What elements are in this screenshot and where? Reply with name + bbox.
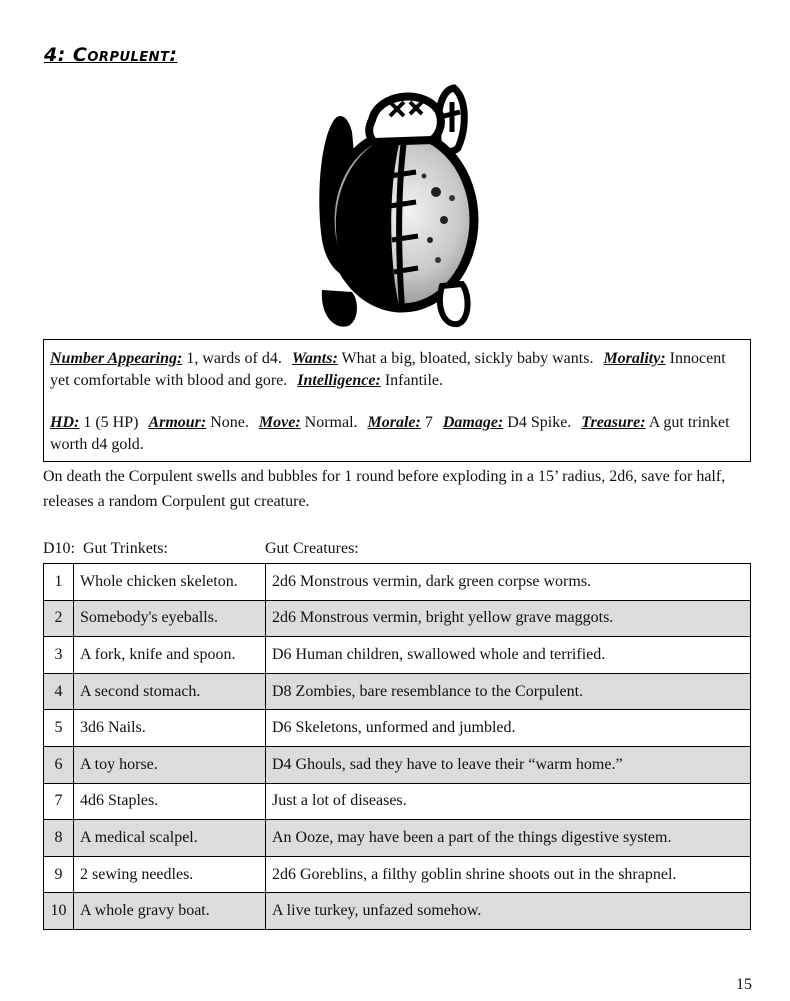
row-number: 7: [44, 783, 74, 820]
table-row: [44, 856, 751, 893]
row-number: 6: [44, 746, 74, 783]
move-label: Move:: [258, 414, 301, 431]
damage-label: Damage:: [442, 414, 504, 431]
row-number: 9: [44, 856, 74, 893]
table-row: [44, 600, 751, 637]
wants-value: What a big, bloated, sickly baby wants.: [341, 350, 594, 367]
morality-value: Innocent yet comfortable with blood and gore.: [50, 350, 726, 389]
page-title: 4: Corpulent:: [44, 44, 178, 66]
trinket-cell: A second stomach.: [74, 673, 266, 710]
creature-cell: 2d6 Monstrous vermin, bright yellow grave maggots.: [266, 600, 751, 637]
creatures-header: Gut Creatures:: [265, 540, 359, 557]
intelligence-label: Intelligence:: [297, 372, 381, 389]
table-row: [44, 746, 751, 783]
table-row: [44, 637, 751, 674]
table-row: [44, 673, 751, 710]
stat-block: [43, 339, 751, 462]
trinket-cell: 3d6 Nails.: [74, 710, 266, 747]
table-row: [44, 564, 751, 601]
creature-cell: A live turkey, unfazed somehow.: [266, 893, 751, 930]
dice-header: D10:: [43, 540, 75, 557]
hd-value: 1 (5 HP): [83, 414, 139, 431]
armour-value: None.: [210, 414, 249, 431]
treasure-value: A gut trinket worth d4 gold.: [50, 414, 730, 453]
row-number: 2: [44, 600, 74, 637]
treasure-label: Treasure:: [581, 414, 646, 431]
creature-cell: D8 Zombies, bare resemblance to the Corpulent.: [266, 673, 751, 710]
number-appearing-label: Number Appearing:: [50, 350, 183, 367]
intelligence-value: Infantile.: [384, 372, 444, 389]
table-row: [44, 820, 751, 857]
page-number: 15: [736, 976, 752, 993]
gut-table: [43, 563, 751, 930]
trinket-cell: A whole gravy boat.: [74, 893, 266, 930]
row-number: 1: [44, 564, 74, 601]
death-note: On death the Corpulent swells and bubbles for 1 round before exploding in a 15’ radius, 2d6, save for half, releases a random Corpulent gut creature.: [43, 468, 726, 510]
creature-cell: 2d6 Monstrous vermin, dark green corpse worms.: [266, 564, 751, 601]
table-header-trinkets: [43, 540, 168, 558]
creature-cell: 2d6 Goreblins, a filthy goblin shrine shoots out in the shrapnel.: [266, 856, 751, 893]
morality-label: Morality:: [603, 350, 666, 367]
armour-label: Armour:: [148, 414, 207, 431]
row-number: 4: [44, 673, 74, 710]
table-row: [44, 710, 751, 747]
row-number: 10: [44, 893, 74, 930]
trinket-cell: 4d6 Staples.: [74, 783, 266, 820]
table-row: [44, 893, 751, 930]
trinket-cell: A toy horse.: [74, 746, 266, 783]
creature-cell: D6 Human children, swallowed whole and terrified.: [266, 637, 751, 674]
row-number: 3: [44, 637, 74, 674]
corpulent-illustration: [312, 80, 482, 336]
row-number: 5: [44, 710, 74, 747]
wants-label: Wants:: [291, 350, 338, 367]
trinket-cell: Somebody's eyeballs.: [74, 600, 266, 637]
trinkets-header: Gut Trinkets:: [83, 540, 168, 557]
number-appearing-value: 1, wards of d4.: [186, 350, 282, 367]
creature-cell: D6 Skeletons, unformed and jumbled.: [266, 710, 751, 747]
trinket-cell: Whole chicken skeleton.: [74, 564, 266, 601]
hd-label: HD:: [50, 414, 80, 431]
damage-value: D4 Spike.: [507, 414, 572, 431]
morale-label: Morale:: [367, 414, 421, 431]
creature-cell: D4 Ghouls, sad they have to leave their “warm home.”: [266, 746, 751, 783]
row-number: 8: [44, 820, 74, 857]
creature-cell: Just a lot of diseases.: [266, 783, 751, 820]
morale-value: 7: [424, 414, 433, 431]
trinket-cell: 2 sewing needles.: [74, 856, 266, 893]
trinket-cell: A medical scalpel.: [74, 820, 266, 857]
table-row: [44, 783, 751, 820]
trinket-cell: A fork, knife and spoon.: [74, 637, 266, 674]
creature-cell: An Ooze, may have been a part of the things digestive system.: [266, 820, 751, 857]
move-value: Normal.: [304, 414, 358, 431]
